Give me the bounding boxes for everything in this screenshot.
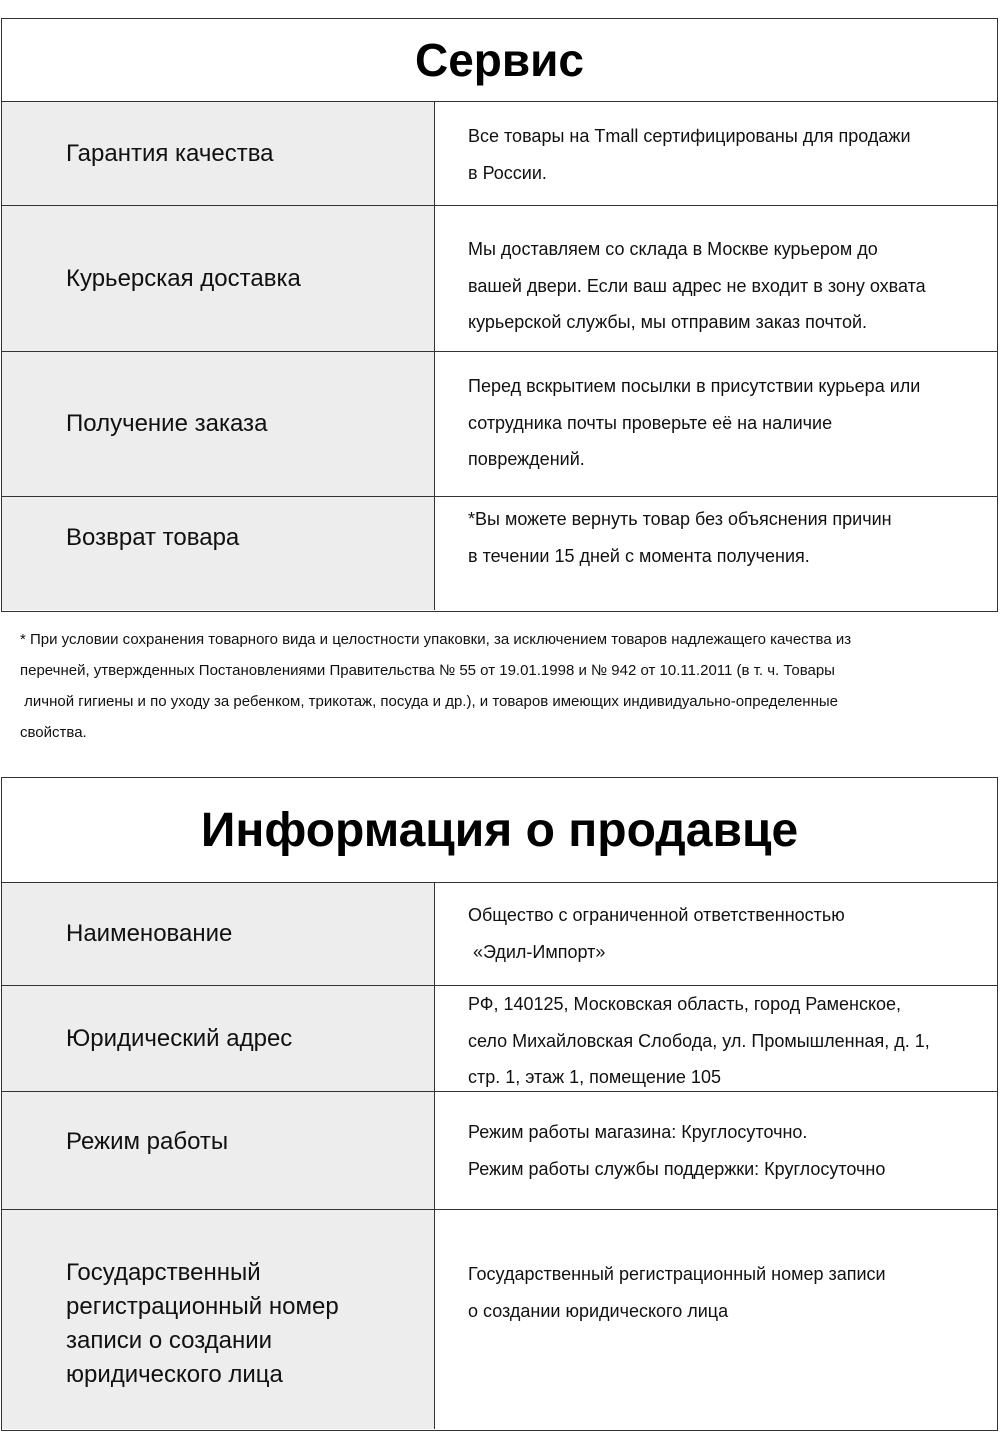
service-label-return: Возврат товара <box>2 497 435 610</box>
service-label-quality: Гарантия качества <box>2 102 435 205</box>
seller-row-hours <box>2 1092 997 1210</box>
service-table <box>1 18 998 612</box>
seller-text-hours: Режим работы магазина: Круглосуточно. Режим работы службы поддержки: Круглосуточно <box>468 1122 886 1179</box>
service-text-receipt: Перед вскрытием посылки в присутствии курьера или сотрудника почты проверьте её на наличие повреждений. <box>468 376 921 469</box>
service-text-delivery: Мы доставляем со склада в Москве курьером до вашей двери. Если ваш адрес не входит в зону охвата курьерской службы, мы отправим заказ почтой. <box>468 239 926 332</box>
service-row-delivery <box>2 206 997 352</box>
seller-row-name <box>2 883 997 986</box>
seller-text-address: РФ, 140125, Московская область, город Раменское, село Михайловская Слобода, ул. Промышленная, д. 1, стр. 1, этаж 1, помещение 105 <box>468 994 930 1087</box>
service-title: Сервис <box>2 19 997 102</box>
seller-label-hours: Режим работы <box>2 1092 435 1209</box>
service-row-return <box>2 497 997 610</box>
seller-label-address: Юридический адрес <box>2 986 435 1091</box>
seller-row-address <box>2 986 997 1092</box>
service-label-receipt: Получение заказа <box>2 352 435 496</box>
service-label-delivery: Курьерская доставка <box>2 206 435 351</box>
service-text-return: *Вы можете вернуть товар без объяснения причин в течении 15 дней с момента получения. <box>468 509 892 566</box>
service-footnote: * При условии сохранения товарного вида и целостности упаковки, за исключением товаров надлежащего качества из перечней, утвержденных Постановлениями Правительства № 55 от 19.01.1998 и № 942 от 10.11.2011 (в т. ч. Товары личной гигиены и по уходу за ребенком, трикотаж, посуда и др.), и товаров имеющих индивидуально-определенные свойства. <box>20 631 852 741</box>
seller-title: Информация о продавце <box>2 778 997 883</box>
seller-text-registration: Государственный регистрационный номер записи о создании юридического лица <box>468 1264 886 1321</box>
seller-table <box>1 777 998 1431</box>
service-text-quality: Все товары на Tmall сертифицированы для продажи в России. <box>468 126 911 183</box>
service-row-quality <box>2 102 997 206</box>
seller-row-registration <box>2 1210 997 1429</box>
seller-label-name: Наименование <box>2 883 435 985</box>
seller-label-registration: Государственный регистрационный номер записи о создании юридического лица <box>2 1210 435 1429</box>
seller-text-name: Общество с ограниченной ответственностью «Эдил-Импорт» <box>468 905 845 962</box>
service-row-receipt <box>2 352 997 497</box>
